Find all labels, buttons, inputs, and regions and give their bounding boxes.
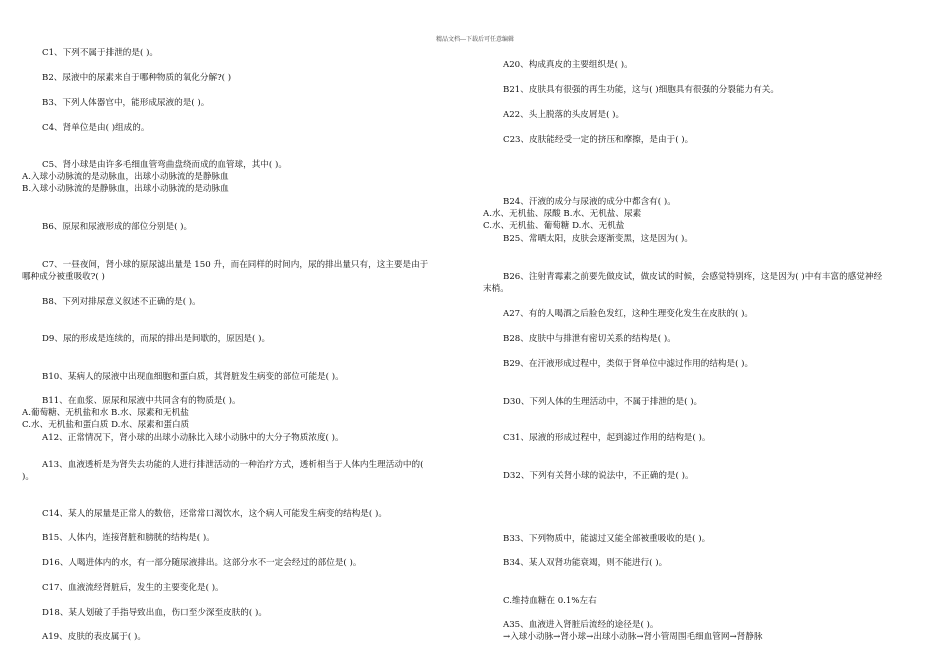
question-a22: A22、头上脱落的头皮屑是( )。 — [503, 110, 625, 120]
question-c14: C14、某人的尿量是正常人的数倍，还常常口渴饮水，这个病人可能发生病变的结构是( )。 — [42, 509, 387, 519]
question-a12: A12、正常情况下，肾小球的出球小动脉比入球小动脉中的大分子物质浓度( )。 — [42, 433, 344, 443]
question-c5: C5、肾小球是由许多毛细血管弯曲盘绕而成的血管球，其中( )。 — [42, 160, 287, 170]
question-c7-line1: C7、一昼夜间，肾小球的原尿滤出量是 150 升，而在同样的时间内，尿的排出量只有，这主要是由于 — [42, 260, 429, 270]
question-b26-line2: 末梢。 — [483, 284, 509, 294]
question-a13-line1: A13、血液透析是为肾失去功能的人进行排泄活动的一种治疗方式，透析相当于人体内生理活动中的( — [42, 460, 424, 470]
question-d18: D18、某人划破了手指导致出血，伤口至少深至皮肤的( )。 — [42, 608, 267, 618]
question-b29: B29、在汗液形成过程中，类似于肾单位中滤过作用的结构是( )。 — [503, 359, 754, 369]
question-b24: B24、汗液的成分与尿液的成分中都含有( )。 — [503, 197, 676, 207]
question-d32: D32、下列有关肾小球的说法中，不正确的是( )。 — [503, 471, 694, 481]
question-a20: A20、构成真皮的主要组织是( )。 — [503, 60, 633, 70]
question-b15: B15、人体内，连接肾脏和膀胱的结构是( )。 — [42, 533, 215, 543]
question-a27: A27、有的人喝酒之后脸色发红，这种生理变化发生在皮肤的( )。 — [503, 309, 754, 319]
question-a13-line2: )。 — [22, 472, 34, 482]
option-a35-path: →入球小动脉→肾小球→出球小动脉→肾小管周围毛细血管网→肾静脉 — [503, 632, 763, 642]
question-b10: B10、某病人的尿液中出现血细胞和蛋白质，其肾脏发生病变的部位可能是( )。 — [42, 372, 344, 382]
question-d30: D30、下列人体的生理活动中，不属于排泄的是( )。 — [503, 397, 703, 407]
question-c4: C4、肾单位是由( )组成的。 — [42, 123, 150, 133]
question-b8: B8、下列对排尿意义叙述不正确的是( )。 — [42, 297, 201, 307]
question-c17: C17、血液流经肾脏后，发生的主要变化是( )。 — [42, 583, 224, 593]
question-c1: C1、下列不属于排泄的是( )。 — [42, 48, 159, 58]
question-b11: B11、在血浆、原尿和尿液中共同含有的物质是( )。 — [42, 396, 241, 406]
question-c23: C23、皮肤能经受一定的挤压和摩擦，是由于( )。 — [503, 135, 694, 145]
option-b11-ab: A.葡萄糖、无机盐和水 B.水、尿素和无机盐 — [22, 408, 189, 418]
question-b33: B33、下列物质中，能滤过又能全部被重吸收的是( )。 — [503, 534, 711, 544]
question-b25: B25、常晒太阳，皮肤会逐渐变黑，这是因为( )。 — [503, 234, 693, 244]
page-header: 精品文档---下载后可任意编辑 — [435, 36, 515, 43]
question-d9: D9、尿的形成是连续的，而尿的排出是间歇的，原因是( )。 — [42, 334, 271, 344]
question-d16: D16、人喝进体内的水，有一部分随尿液排出。这部分水不一定会经过的部位是( )。 — [42, 558, 362, 568]
question-a35: A35、血液进入肾脏后流经的途径是( )。 — [503, 620, 659, 630]
question-b2: B2、尿液中的尿素来自于哪种物质的氧化分解?( ) — [42, 73, 232, 83]
question-b21: B21、皮肤具有很强的再生功能，这与( )细胞具有很强的分裂能力有关。 — [503, 85, 779, 95]
question-a19: A19、皮肤的表皮属于( )。 — [42, 632, 146, 642]
question-b34: B34、某人双肾功能衰竭，则不能进行( )。 — [503, 558, 668, 568]
question-b6: B6、原尿和尿液形成的部位分别是( )。 — [42, 222, 193, 232]
option-c5-a: A.入球小动脉流的是动脉血，出球小动脉流的是静脉血 — [22, 172, 229, 182]
option-c5-b: B.入球小动脉流的是静脉血，出球小动脉流的是动脉血 — [22, 184, 229, 194]
question-c31: C31、尿液的形成过程中，起到滤过作用的结构是( )。 — [503, 433, 711, 443]
option-c-blood-sugar: C.维持血糖在 0.1%左右 — [503, 596, 597, 606]
option-b24-cd: C.水、无机盐、葡萄糖 D.水、无机盐 — [483, 221, 625, 231]
question-c7-line2: 哪种成分被重吸收?( ) — [22, 272, 105, 282]
question-b3: B3、下列人体器官中，能形成尿液的是( )。 — [42, 98, 210, 108]
question-b28: B28、皮肤中与排泄有密切关系的结构是( )。 — [503, 334, 676, 344]
option-b24-ab: A.水、无机盐、尿酸 B.水、无机盐、尿素 — [483, 209, 642, 219]
option-b11-cd: C.水、无机盐和蛋白质 D.水、尿素和蛋白质 — [22, 420, 190, 430]
question-b26-line1: B26、注射青霉素之前要先做皮试，做皮试的时候，会感觉特别疼，这是因为( )中有丰富的感觉神经 — [503, 272, 883, 282]
